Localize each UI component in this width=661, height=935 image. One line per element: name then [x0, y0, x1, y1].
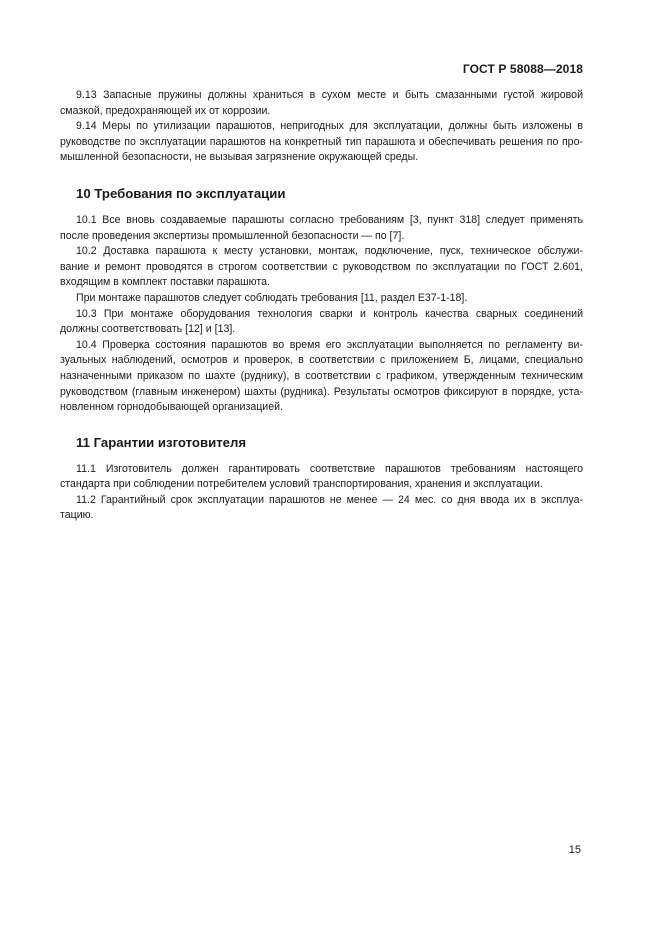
text-line: 11.2 Гарантийный срок эксплуатации парашютов не менее — 24 мес. со дня ввода их в эксплуа-	[76, 493, 583, 506]
text-line: 10.2 Доставка парашюта к месту установки, монтаж, подключение, пуск, техническое обслужи-	[76, 245, 583, 258]
text-line: 9.14 Меры по утилизации парашютов, непригодных для эксплуатации, должны быть изложены в	[76, 120, 583, 133]
text-line: руководством (главным инженером) шахты (рудника). Результаты осмотров фиксируют в порядке, уста-	[60, 385, 583, 398]
text-line: смазкой, предохраняющей их от коррозии.	[60, 104, 271, 117]
text-line: назначенными приказом по шахте (руднику), в соответствии с графиком, утвержденным техническим	[60, 369, 583, 382]
section-11-body	[60, 462, 583, 524]
paragraph	[60, 88, 583, 119]
text-line: 10.4 Проверка состояния парашютов во время его эксплуатации выполняется по регламенту ви-	[76, 338, 583, 351]
text-line: 10.3 При монтаже оборудования технология сварки и контроль качества сварных соединений	[76, 307, 583, 320]
section-11-title: 11 Гарантии изготовителя	[76, 434, 247, 450]
paragraph	[60, 493, 583, 524]
document-id-header: ГОСТ Р 58088—2018	[462, 62, 583, 76]
page-number: 15	[568, 844, 581, 856]
paragraph	[60, 462, 583, 493]
paragraph	[60, 213, 583, 244]
text-line: должны соответствовать [12] и [13].	[60, 323, 236, 336]
document-body	[60, 88, 583, 524]
text-line: При монтаже парашютов следует соблюдать требования [11, раздел Е37-1-18].	[76, 291, 468, 304]
text-line: 10.1 Все вновь создаваемые парашюты согласно требованиям [3, пункт 318] следует применять	[76, 213, 583, 226]
text-line: после проведения экспертизы промышленной безопасности — по [7].	[60, 229, 405, 242]
section-10-title: 10 Требования по эксплуатации	[76, 185, 286, 201]
text-line: руководстве по эксплуатации парашютов на конкретный тип парашюта и обеспечивать решения по про-	[60, 135, 583, 148]
text-line: стандарта при соблюдении потребителем условий транспортирования, хранения и эксплуатации.	[60, 478, 543, 491]
section-10-body	[60, 213, 583, 416]
text-line: входящим в комплект поставки парашюта.	[60, 276, 270, 289]
text-line: 11.1 Изготовитель должен гарантировать соответствие парашютов требованиям настоящего	[76, 462, 583, 475]
text-line: новленном горнодобывающей организацией.	[60, 401, 283, 414]
paragraph	[60, 119, 583, 166]
paragraph	[60, 291, 583, 307]
text-line: тацию.	[60, 509, 94, 522]
paragraph	[60, 338, 583, 416]
text-line: мышленной безопасности, не вызывая загрязнение окружающей среды.	[60, 151, 419, 164]
clause-9-continuation	[60, 88, 583, 166]
paragraph	[60, 307, 583, 338]
text-line: зуальных наблюдений, осмотров и проверок, в соответствии с приложением Б, лицами, специально	[60, 354, 583, 367]
paragraph	[60, 244, 583, 291]
text-line: 9.13 Запасные пружины должны храниться в сухом месте и быть смазанными густой жировой	[76, 89, 583, 101]
text-line: вание и ремонт проводятся в строгом соответствии с руководством по эксплуатации по ГОСТ 2.601,	[60, 260, 583, 273]
